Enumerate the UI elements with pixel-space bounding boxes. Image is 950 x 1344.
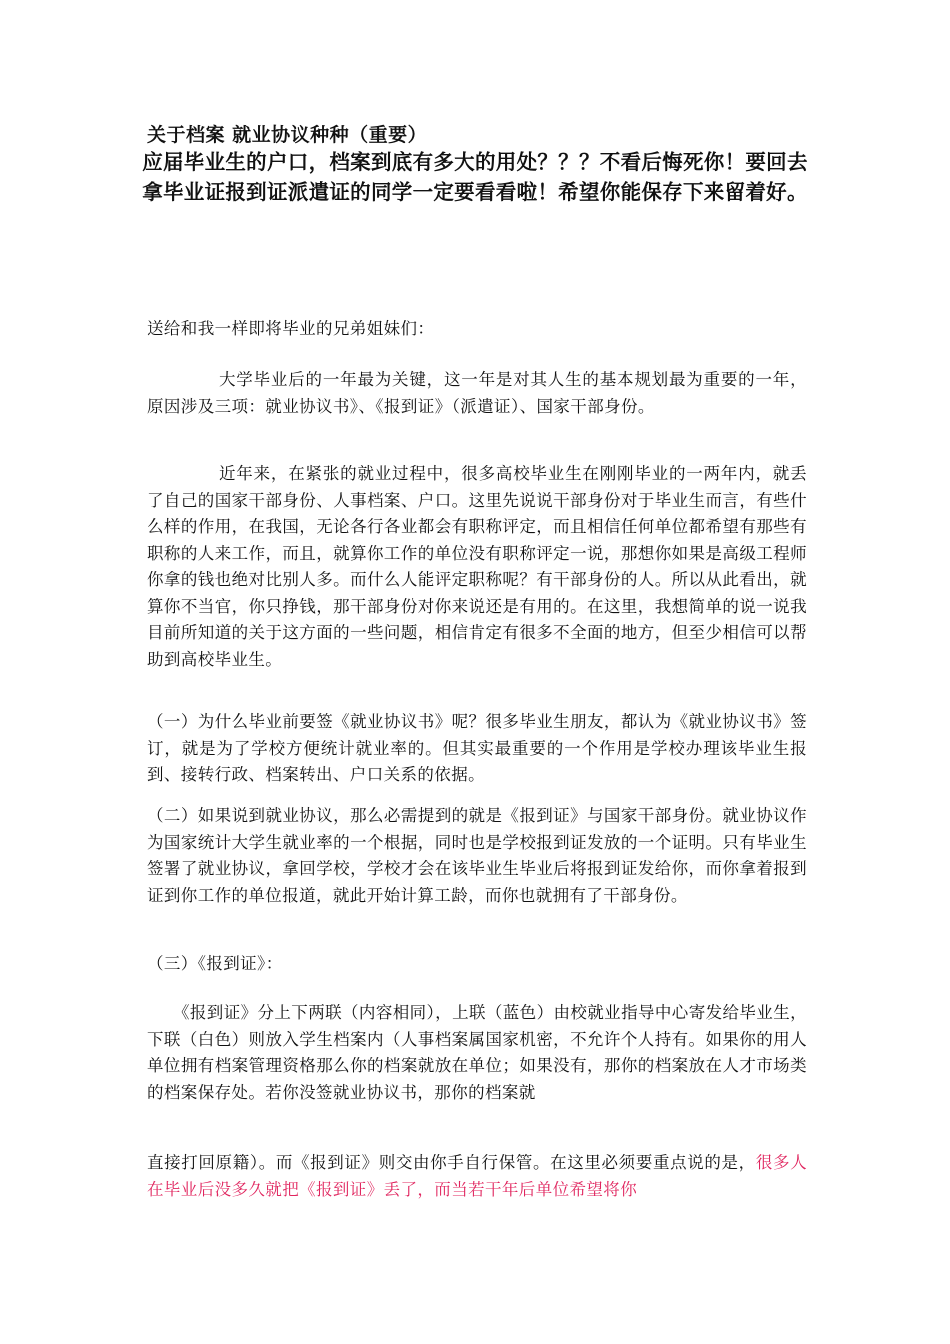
document-headline: 应届毕业生的户口，档案到底有多大的用处？？？不看后悔死你！要回去拿毕业证报到证派遣证的同学一定要看看啦！希望你能保存下来留着好。 bbox=[142, 150, 808, 204]
greeting-paragraph: 送给和我一样即将毕业的兄弟姐妹们： bbox=[147, 319, 435, 338]
highlighted-warning-text: 很多人在毕业后没多久就把《报到证》丢了，而当若干年后单位希望将你 bbox=[147, 1153, 807, 1199]
document-title-line: 关于档案 就业协议种种（重要） bbox=[147, 124, 428, 146]
paragraph-continuation bbox=[147, 1150, 807, 1203]
paragraph-key-year: 大学毕业后的一年最为关键，这一年是对其人生的基本规划最为重要的一年，原因涉及三项：就业协议书》、《报到证》（派遣证）、国家干部身份。 bbox=[147, 370, 807, 416]
paragraph-report-certificate: 《报到证》分上下两联（内容相同），上联（蓝色）由校就业指导中心寄发给毕业生，下联（白色）则放入学生档案内（人事档案属国家机密，不允许个人持有。如果你的用人单位拥有档案管理资格那么你的档案就放在单位；如果没有，那你的档案放在人才市场类的档案保存处。若你没签就业协议书，那你的档案就 bbox=[147, 1003, 807, 1102]
paragraph-section-one: （一）为什么毕业前要签《就业协议书》呢？很多毕业生朋友，都认为《就业协议书》签订，就是为了学校方便统计就业率的。但其实最重要的一个作用是学校办理该毕业生报到、接转行政、档案转出、户口关系的依据。 bbox=[147, 712, 807, 784]
paragraph-section-three-heading: （三）《报到证》： bbox=[147, 954, 283, 973]
paragraph-section-two: （二）如果说到就业协议，那么必需提到的就是《报到证》与国家干部身份。就业协议作为国家统计大学生就业率的一个根据，同时也是学校报到证发放的一个证明。只有毕业生签署了就业协议，拿回学校，学校才会在该毕业生毕业后将报到证发给你，而你拿着报到证到你工作的单位报道，就此开始计算工龄，而你也就拥有了干部身份。 bbox=[147, 806, 807, 905]
continuation-text: 直接打回原籍）。而《报到证》则交由你手自行保管。在这里必须要重点说的是， bbox=[147, 1153, 756, 1172]
paragraph-cadre-status: 近年来，在紧张的就业过程中，很多高校毕业生在刚刚毕业的一两年内，就丢了自己的国家干部身份、人事档案、户口。这里先说说干部身份对于毕业生而言，有些什么样的作用，在我国，无论各行各业都会有职称评定，而且相信任何单位都希望有那些有职称的人来工作，而且，就算你工作的单位没有职称评定一说，那想你如果是高级工程师你拿的钱也绝对比别人多。而什么人能评定职称呢？有干部身份的人。所以从此看出，就算你不当官，你只挣钱，那干部身份对你来说还是有用的。在这里，我想简单的说一说我目前所知道的关于这方面的一些问题，相信肯定有很多不全面的地方，但至少相信可以帮助到高校毕业生。 bbox=[147, 464, 807, 669]
